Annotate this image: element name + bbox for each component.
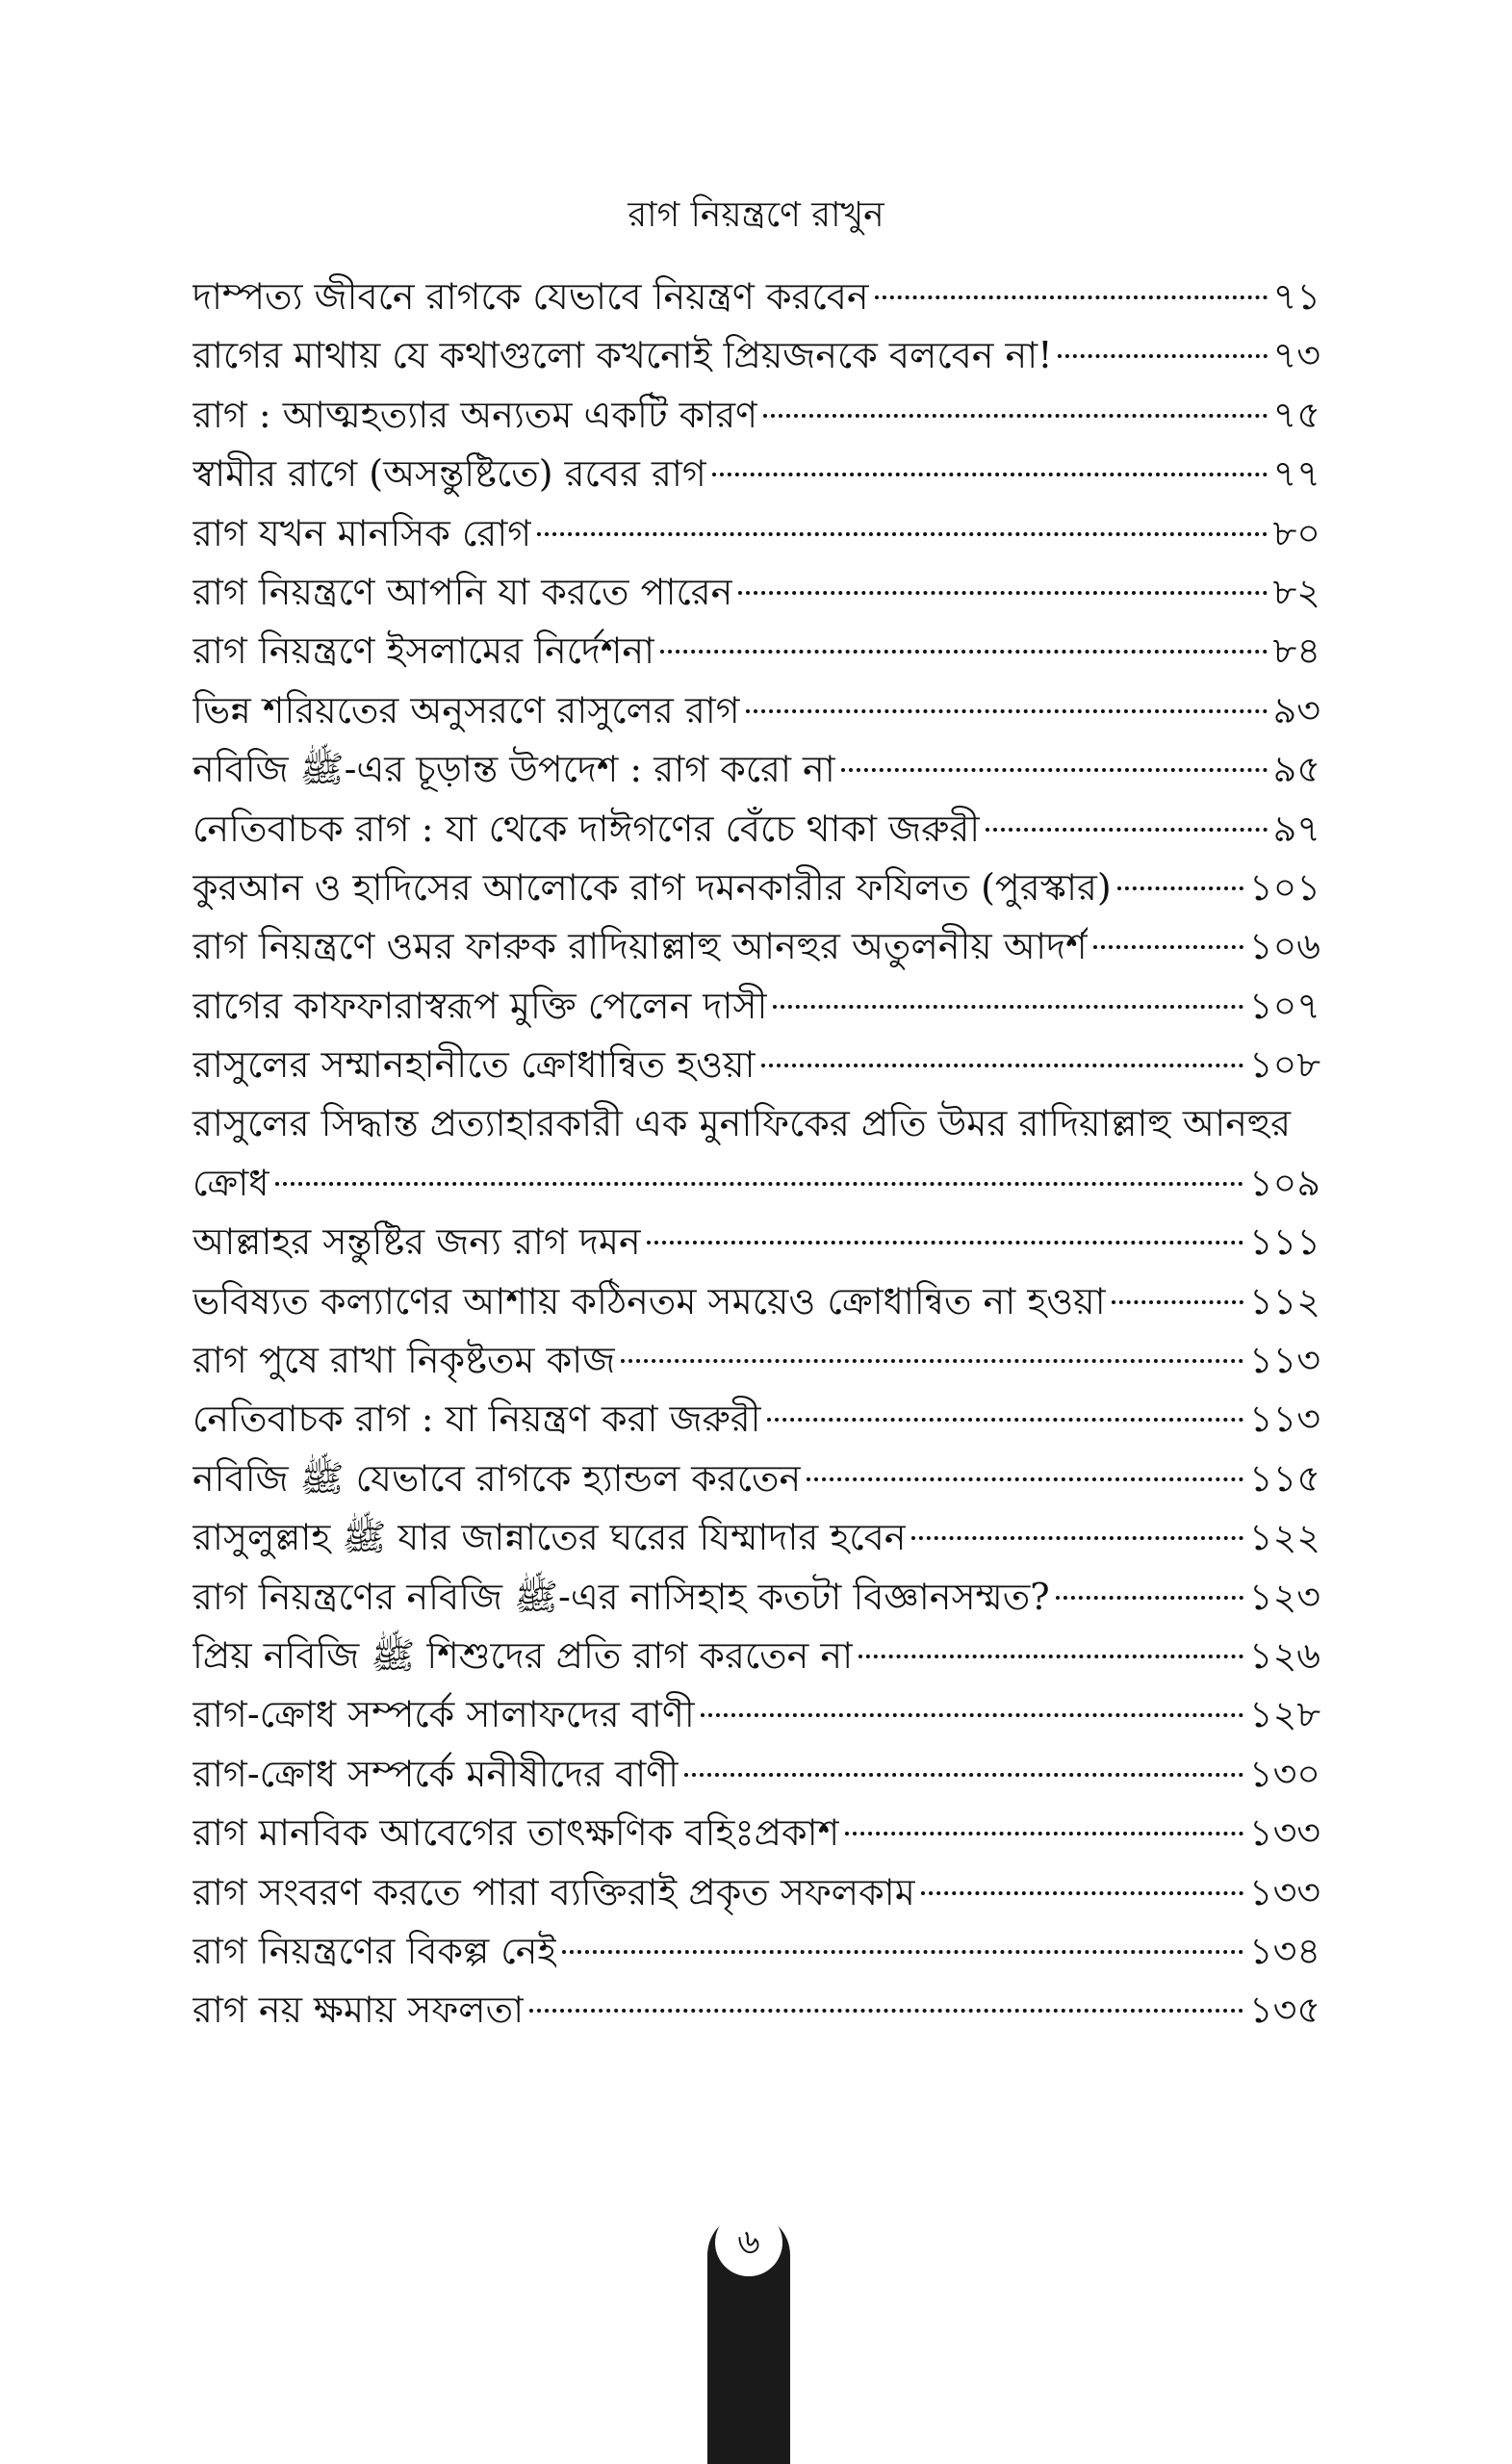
toc-entry[interactable] bbox=[192, 1922, 1320, 1981]
toc-entry[interactable] bbox=[192, 740, 1320, 799]
toc-entry[interactable] bbox=[192, 917, 1320, 976]
toc-entry-title: আল্লাহর সন্তুষ্টির জন্য রাগ দমন bbox=[192, 1220, 641, 1264]
toc-entry[interactable] bbox=[192, 445, 1320, 503]
toc-entry-page: ১২২ bbox=[1248, 1516, 1320, 1559]
toc-entry[interactable] bbox=[192, 1213, 1320, 1271]
toc-dot-leader bbox=[712, 473, 1268, 476]
running-header: রাগ নিয়ন্ত্রণে রাখুন bbox=[628, 195, 884, 235]
toc-entry-title: রাগের মাথায় যে কথাগুলো কখনোই প্রিয়জনকে বলবেন না! bbox=[192, 334, 1053, 377]
toc-entry[interactable] bbox=[192, 1272, 1320, 1331]
toc-dot-leader bbox=[807, 1477, 1243, 1481]
toc-entry[interactable] bbox=[192, 1450, 1320, 1508]
toc-dot-leader bbox=[763, 414, 1267, 418]
toc-dot-leader bbox=[767, 1418, 1243, 1422]
toc-entry-page: ১১৫ bbox=[1249, 1456, 1320, 1500]
toc-entry-title: নবিজি ﷺ যেভাবে রাগকে হ্যান্ডল করতেন bbox=[192, 1456, 802, 1500]
toc-dot-leader bbox=[859, 1655, 1243, 1658]
toc-entry[interactable] bbox=[192, 859, 1320, 917]
toc-entry-page: ১৩৪ bbox=[1248, 1929, 1320, 1972]
toc-entry[interactable] bbox=[192, 1745, 1320, 1804]
toc-entry-page: ৮৪ bbox=[1272, 629, 1320, 673]
toc-dot-leader bbox=[537, 532, 1267, 536]
toc-dot-leader bbox=[660, 650, 1268, 654]
toc-entry-page: ১৩৩ bbox=[1248, 1870, 1320, 1913]
toc-entry[interactable] bbox=[192, 1863, 1320, 1922]
toc-entry-title: রাগের কাফফারাস্বরূপ মুক্তি পেলেন দাসী bbox=[192, 984, 768, 1027]
toc-entry-title: রাগ মানবিক আবেগের তাৎক্ষণিক বহিঃপ্রকাশ bbox=[192, 1811, 840, 1855]
toc-dot-leader bbox=[841, 768, 1268, 772]
toc-dot-leader bbox=[761, 1064, 1243, 1067]
toc-entry[interactable] bbox=[192, 504, 1320, 563]
toc-entry-title: প্রিয় নবিজি ﷺ শিশুদের প্রতি রাগ করতেন না bbox=[192, 1633, 854, 1677]
toc-entry-page: ১০৮ bbox=[1248, 1043, 1320, 1087]
toc-entry-title: রাসুলুল্লাহ ﷺ যার জান্নাতের ঘরের যিম্মাদার হবেন bbox=[192, 1516, 907, 1559]
toc-entry-page: ১০৯ bbox=[1248, 1161, 1320, 1204]
toc-entry-page: ৯৫ bbox=[1272, 748, 1320, 791]
toc-entry[interactable] bbox=[192, 1568, 1320, 1627]
toc-entry-page: ১১৩ bbox=[1248, 1339, 1320, 1382]
toc-dot-leader bbox=[562, 1950, 1243, 1954]
toc-entry-title: কুরআন ও হাদিসের আলোকে রাগ দমনকারীর ফযিলত (পুরস্কার) bbox=[192, 865, 1112, 909]
toc-entry-page: ১১২ bbox=[1248, 1279, 1320, 1322]
toc-dot-leader bbox=[701, 1713, 1243, 1717]
toc-entry-title: ভবিষ্যত কল্যাণের আশায় কঠিনতম সময়েও ক্রোধান্বিত না হওয়া bbox=[192, 1279, 1106, 1322]
toc-entry-title: নেতিবাচক রাগ : যা নিয়ন্ত্রণ করা জরুরী bbox=[192, 1398, 761, 1441]
toc-dot-leader bbox=[1058, 354, 1267, 358]
toc-entry-page: ৭১ bbox=[1272, 275, 1320, 318]
toc-entry-wrapped-line2[interactable] bbox=[192, 1154, 1320, 1213]
toc-entry-page: ১২৮ bbox=[1248, 1693, 1320, 1736]
toc-entry[interactable] bbox=[192, 800, 1320, 859]
toc-entry-page: ৮২ bbox=[1272, 570, 1320, 613]
toc-entry[interactable] bbox=[192, 1390, 1320, 1449]
toc-dot-leader bbox=[1056, 1596, 1243, 1600]
toc-entry-wrapped-line1[interactable] bbox=[192, 1094, 1320, 1153]
toc-entry-title: ভিন্ন শরিয়তের অনুসরণে রাসুলের রাগ bbox=[192, 688, 740, 732]
toc-entry-page: ৭৫ bbox=[1272, 393, 1320, 436]
toc-dot-leader bbox=[875, 295, 1268, 299]
toc-dot-leader bbox=[647, 1241, 1243, 1245]
toc-entry-title: রাগ নিয়ন্ত্রণে আপনি যা করতে পারেন bbox=[192, 570, 733, 613]
toc-dot-leader bbox=[773, 1005, 1243, 1009]
toc-entry[interactable] bbox=[192, 1981, 1320, 2040]
toc-entry-title: রাগ-ক্রোধ সম্পর্কে সালাফদের বাণী bbox=[192, 1693, 695, 1736]
toc-entry-page: ৮০ bbox=[1272, 511, 1320, 554]
toc-dot-leader bbox=[275, 1182, 1243, 1186]
toc-entry-title: রাগ : আত্মহত্যার অন্যতম একটি কারণ bbox=[192, 393, 758, 436]
toc-entry[interactable] bbox=[192, 326, 1320, 385]
toc-entry-page: ১৩৫ bbox=[1248, 1989, 1320, 2032]
toc-entry-page: ৭৭ bbox=[1272, 452, 1320, 496]
toc-entry[interactable] bbox=[192, 1036, 1320, 1094]
toc-entry-page: ১০৬ bbox=[1248, 925, 1320, 968]
toc-entry[interactable] bbox=[192, 1627, 1320, 1685]
toc-dot-leader bbox=[911, 1536, 1243, 1540]
toc-dot-leader bbox=[1112, 1300, 1243, 1304]
toc-entry[interactable] bbox=[192, 977, 1320, 1036]
toc-dot-leader bbox=[746, 709, 1268, 713]
toc-entry-page: ১২৩ bbox=[1248, 1575, 1320, 1618]
toc-dot-leader bbox=[845, 1832, 1243, 1835]
toc-entry-title: রাগ নিয়ন্ত্রণে ইসলামের নির্দেশনা bbox=[192, 629, 655, 673]
toc-entry-title-line1: রাসুলের সিদ্ধান্ত প্রত্যাহারকারী এক মুনাফিকের প্রতি উমর রাদিয়াল্লাহু আনহুর bbox=[192, 1102, 1292, 1145]
toc-dot-leader bbox=[684, 1773, 1243, 1777]
toc-entry-page: ৯৭ bbox=[1272, 807, 1320, 850]
table-of-contents bbox=[192, 268, 1320, 2040]
toc-entry[interactable] bbox=[192, 1508, 1320, 1567]
toc-entry-title: স্বামীর রাগে (অসন্তুষ্টিতে) রবের রাগ bbox=[192, 452, 706, 496]
toc-entry-page: ১১৩ bbox=[1248, 1398, 1320, 1441]
toc-entry[interactable] bbox=[192, 1685, 1320, 1744]
toc-entry-title: রাগ নিয়ন্ত্রণের বিকল্প নেই bbox=[192, 1929, 557, 1972]
toc-entry-page: ১০১ bbox=[1248, 865, 1320, 909]
toc-entry-page: ১৩৩ bbox=[1248, 1811, 1320, 1855]
toc-entry-page: ১২৬ bbox=[1248, 1633, 1320, 1677]
toc-entry[interactable] bbox=[192, 681, 1320, 740]
toc-entry[interactable] bbox=[192, 622, 1320, 680]
toc-entry-title: রাগ নয় ক্ষমায় সফলতা bbox=[192, 1989, 525, 2032]
toc-dot-leader bbox=[1093, 945, 1243, 949]
toc-entry-page: ১১১ bbox=[1249, 1220, 1320, 1264]
toc-entry-page: ৭৩ bbox=[1272, 334, 1320, 377]
toc-dot-leader bbox=[986, 828, 1267, 832]
toc-entry-title: রাগ নিয়ন্ত্রণের নবিজি ﷺ-এর নাসিহাহ কতটা বিজ্ঞানসম্মত? bbox=[192, 1575, 1050, 1618]
toc-entry-title: রাগ নিয়ন্ত্রণে ওমর ফারুক রাদিয়াল্লাহু আনহুর অতুলনীয় আদর্শ bbox=[192, 925, 1088, 968]
toc-dot-leader bbox=[529, 2009, 1243, 2013]
toc-entry[interactable] bbox=[192, 268, 1320, 326]
page-number: ৬ bbox=[715, 2209, 782, 2276]
toc-entry[interactable] bbox=[192, 1804, 1320, 1862]
toc-entry-title: দাম্পত্য জীবনে রাগকে যেভাবে নিয়ন্ত্রণ করবেন bbox=[192, 275, 869, 318]
toc-entry-title: রাগ-ক্রোধ সম্পর্কে মনীষীদের বাণী bbox=[192, 1752, 679, 1795]
toc-entry-page: ১০৭ bbox=[1248, 984, 1320, 1027]
toc-dot-leader bbox=[621, 1359, 1243, 1363]
toc-entry[interactable] bbox=[192, 563, 1320, 622]
toc-entry-title: রাসুলের সম্মানহানীতে ক্রোধান্বিত হওয়া bbox=[192, 1043, 756, 1087]
toc-entry-title: নেতিবাচক রাগ : যা থেকে দাঈগণের বেঁচে থাকা জরুরী bbox=[192, 807, 981, 850]
toc-dot-leader bbox=[738, 591, 1267, 595]
toc-entry-page: ১৩০ bbox=[1248, 1752, 1320, 1795]
toc-entry-title-line2: ক্রোধ bbox=[192, 1161, 269, 1204]
toc-dot-leader bbox=[921, 1891, 1243, 1895]
toc-entry-title: রাগ যখন মানসিক রোগ bbox=[192, 511, 532, 554]
toc-entry-page: ৯৩ bbox=[1272, 688, 1320, 732]
toc-entry[interactable] bbox=[192, 386, 1320, 445]
toc-dot-leader bbox=[1117, 886, 1243, 890]
toc-entry-title: রাগ সংবরণ করতে পারা ব্যক্তিরাই প্রকৃত সফলকাম bbox=[192, 1870, 915, 1913]
toc-entry[interactable] bbox=[192, 1331, 1320, 1390]
toc-entry-title: নবিজি ﷺ-এর চূড়ান্ত উপদেশ : রাগ করো না bbox=[192, 748, 835, 791]
toc-entry-title: রাগ পুষে রাখা নিকৃষ্টতম কাজ bbox=[192, 1339, 616, 1382]
